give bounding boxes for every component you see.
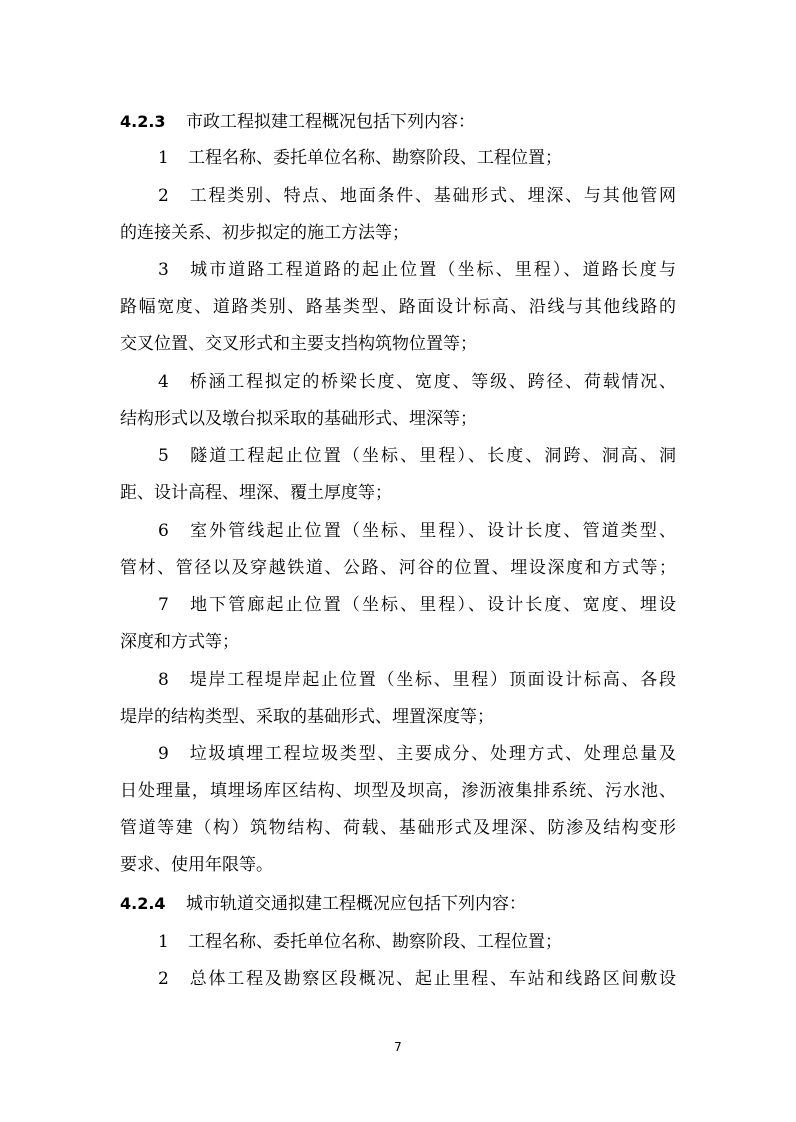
list-item-continuation: 结构形式以及墩台拟采取的基础形式、埋深等； [120,409,477,429]
list-item-line [158,146,676,170]
list-item-continuation: 交叉位置、交叉形式和主要支挡构筑物位置等； [120,334,477,354]
section-number: 4.2.4 [120,894,166,913]
list-item-continuation: 日处理量，填埋场库区结构、坝型及坝高，渗沥液集排系统、污水池、 [120,781,676,801]
item-number: 6 [158,521,169,541]
section-title: 城市轨道交通拟建工程概况应包括下列内容： [186,894,526,914]
section-heading-4-2-4 [120,892,676,916]
item-text: 隧道工程起止位置（坐标、里程）、长度、洞跨、洞高、洞 [188,446,676,466]
item-number: 1 [158,932,169,952]
section-number: 4.2.3 [120,112,166,131]
item-number: 2 [158,186,169,206]
section-heading-4-2-3 [120,110,676,134]
list-item-continuation: 的连接关系、初步拟定的施工方法等； [120,223,409,243]
list-item-line [158,519,676,543]
list-item-line [158,593,676,617]
list-item-line [158,742,676,766]
item-number: 8 [158,670,169,690]
item-text: 总体工程及勘察区段概况、起止里程、车站和线路区间敷设 [188,969,676,989]
list-item-line [158,668,676,692]
item-number: 9 [158,744,169,764]
item-number: 7 [158,595,169,615]
list-item-line [158,184,676,208]
list-item-line [158,444,676,468]
item-number: 5 [158,446,169,466]
list-item-continuation: 深度和方式等； [120,632,239,652]
list-item-continuation: 堤岸的结构类型、采取的基础形式、埋置深度等； [120,707,494,727]
item-text: 工程名称、委托单位名称、勘察阶段、工程位置； [188,932,562,952]
list-item-continuation: 管材、管径以及穿越铁道、公路、河谷的位置、埋设深度和方式等； [120,558,676,578]
list-item-line [158,370,676,394]
list-item-continuation: 距、设计高程、埋深、覆土厚度等； [120,483,392,503]
item-text: 工程类别、特点、地面条件、基础形式、埋深、与其他管网 [188,186,676,206]
list-item-continuation: 要求、使用年限等。 [120,855,273,875]
list-item-line [158,967,676,991]
item-text: 桥涵工程拟定的桥梁长度、宽度、等级、跨径、荷载情况、 [188,372,676,392]
item-number: 3 [158,260,169,280]
list-item-line [158,258,676,282]
section-title: 市政工程拟建工程概况包括下列内容： [186,112,475,132]
list-item-continuation: 管道等建（构）筑物结构、荷载、基础形式及埋深、防渗及结构变形 [120,818,676,838]
item-text: 工程名称、委托单位名称、勘察阶段、工程位置； [188,148,562,168]
list-item-line [158,930,676,954]
list-item-continuation: 路幅宽度、道路类别、路基类型、路面设计标高、沿线与其他线路的 [120,297,676,317]
item-text: 堤岸工程堤岸起止位置（坐标、里程）顶面设计标高、各段 [188,670,676,690]
item-text: 垃圾填埋工程垃圾类型、主要成分、处理方式、处理总量及 [188,744,676,764]
item-text: 城市道路工程道路的起止位置（坐标、里程）、道路长度与 [188,260,676,280]
item-number: 2 [158,969,169,989]
page-number: 7 [394,1040,402,1054]
item-number: 1 [158,148,169,168]
item-number: 4 [158,372,169,392]
item-text: 室外管线起止位置（坐标、里程）、设计长度、管道类型、 [188,521,676,541]
item-text: 地下管廊起止位置（坐标、里程）、设计长度、宽度、埋设 [188,595,676,615]
